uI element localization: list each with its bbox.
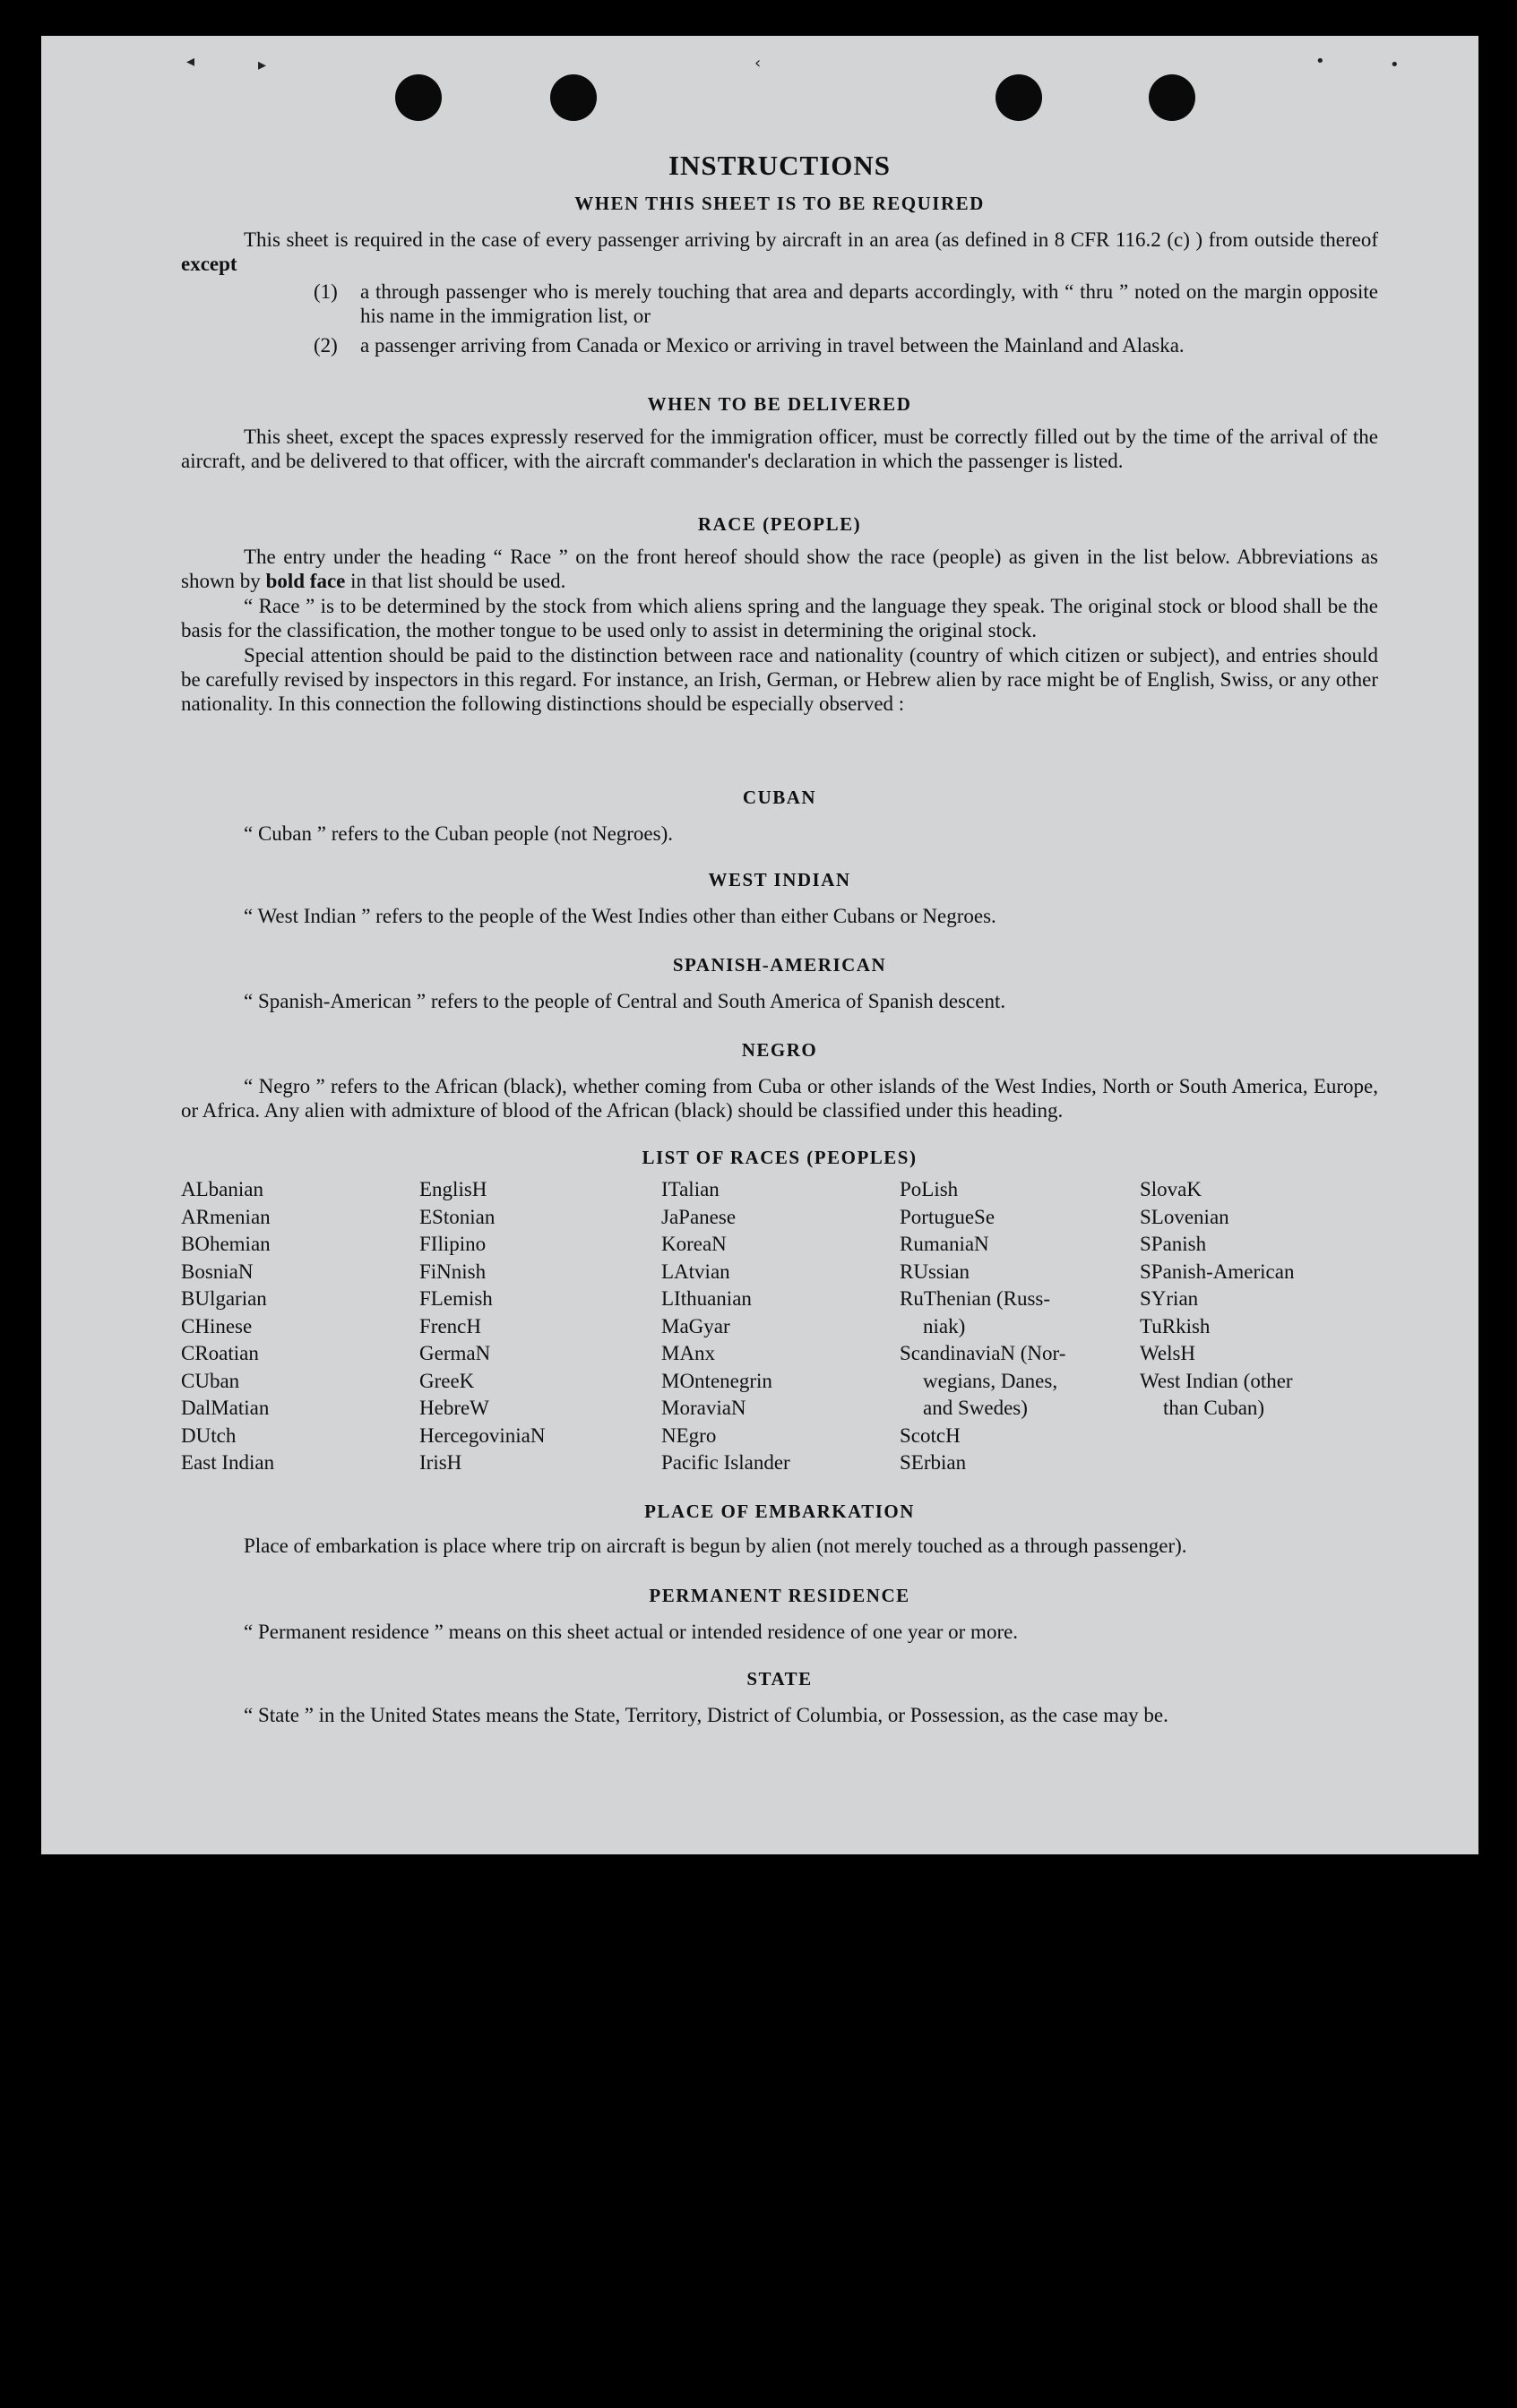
race-entry: WelsH	[1140, 1342, 1196, 1364]
section-negro	[181, 1039, 1378, 1122]
race-entry: BOhemian	[181, 1233, 271, 1255]
punch-hole	[996, 74, 1042, 121]
race-entry: West Indian (other	[1140, 1369, 1293, 1392]
race-entry: RUssian	[900, 1260, 970, 1283]
race-entry: HercegoviniaN	[419, 1423, 546, 1447]
list-item: (2) a passenger arriving from Canada or Mexico or arriving in travel between the Mainland and Alaska.	[314, 334, 1185, 357]
race-entry: GreeK	[419, 1369, 475, 1392]
race-entry: BUlgarian	[181, 1287, 267, 1310]
race-entry: than Cuban)	[1163, 1397, 1265, 1419]
race-entry: wegians, Danes,	[923, 1369, 1058, 1392]
races-column	[900, 1176, 1140, 1477]
race-entry: RuThenian (Russ-	[900, 1287, 1051, 1310]
section-heading: LIST OF RACES (PEOPLES)	[642, 1147, 918, 1168]
scan-mark: •	[1390, 56, 1400, 74]
race-entry: CUban	[181, 1369, 240, 1392]
race-entry: IrisH	[419, 1451, 462, 1474]
section-required	[181, 193, 1378, 357]
race-entry: FIlipino	[419, 1233, 487, 1255]
race-entry: FLemish	[419, 1287, 493, 1310]
punch-hole	[395, 74, 442, 121]
section-heading: PERMANENT RESIDENCE	[649, 1585, 910, 1606]
race-entry: Pacific Islander	[661, 1451, 790, 1474]
race-entry: PoLish	[900, 1178, 959, 1200]
race-entry: DalMatian	[181, 1397, 270, 1419]
section-state	[181, 1668, 1378, 1727]
section-heading: WEST INDIAN	[708, 869, 851, 890]
section-heading: SPANISH-AMERICAN	[672, 954, 887, 976]
race-entry: DUtch	[181, 1423, 237, 1447]
section-spanish-american	[181, 954, 1378, 1013]
race-entry: LIthuanian	[661, 1287, 752, 1310]
races-column	[419, 1176, 661, 1477]
section-heading: STATE	[746, 1668, 813, 1690]
race-entry: and Swedes)	[923, 1397, 1028, 1419]
race-entry: SPanish-American	[1140, 1260, 1295, 1283]
race-entry: FrencH	[419, 1314, 481, 1337]
race-entry: MoraviaN	[661, 1397, 746, 1419]
race-entry: LAtvian	[661, 1260, 730, 1283]
section-cuban	[181, 787, 1378, 846]
scan-mark: •	[1315, 52, 1325, 71]
section-races-list	[181, 1147, 1378, 1477]
race-entry: SlovaK	[1140, 1178, 1202, 1200]
section-heading: RACE (PEOPLE)	[697, 513, 862, 535]
section-text: “ Cuban ” refers to the Cuban people (not Negroes).	[244, 822, 674, 845]
race-entry: EnglisH	[419, 1178, 487, 1200]
section-text: This sheet, except the spaces expressly reserved for the immigration officer, must be correctly filled out by the time of the arrival of the aircraft, and be delivered to that officer, with the aircraft commander's declaration in which the passenger is listed.	[181, 426, 1378, 472]
race-entry: RumaniaN	[900, 1233, 989, 1255]
race-entry: ScotcH	[900, 1423, 961, 1447]
race-entry: KoreaN	[661, 1233, 727, 1255]
race-entry: HebreW	[419, 1397, 489, 1419]
race-entry: niak)	[923, 1314, 966, 1337]
document-sheet	[41, 36, 1478, 1854]
section-delivered	[181, 393, 1378, 473]
section-heading: PLACE OF EMBARKATION	[644, 1501, 915, 1522]
race-entry: MOntenegrin	[661, 1369, 772, 1392]
section-residence	[181, 1585, 1378, 1644]
section-text: “ State ” in the United States means the State, Territory, District of Columbia, or Possession, as the case may be.	[244, 1704, 1168, 1726]
section-heading: WHEN THIS SHEET IS TO BE REQUIRED	[574, 193, 985, 214]
race-entry: NEgro	[661, 1423, 717, 1447]
page-title-block	[181, 150, 1378, 182]
race-entry: TuRkish	[1140, 1314, 1211, 1337]
race-entry: BosniaN	[181, 1260, 254, 1283]
race-entry: CRoatian	[181, 1342, 259, 1364]
section-text: This sheet is required in the case of every passenger arriving by aircraft in an area (as defined in 8 CFR 116.2 (c) ) from outside thereof except	[181, 228, 1378, 275]
section-heading: NEGRO	[741, 1039, 818, 1061]
section-text: “ Race ” is to be determined by the stock from which aliens spring and the language they speak. The original stock or blood shall be the basis for the classification, the mother tongue to be used only to assist in determining the original stock.	[181, 595, 1378, 641]
list-item: (1) a through passenger who is merely touching that area and departs accordingly, with “ thru ” noted on the margin opposite his name in the immigration list, or	[314, 280, 1378, 327]
races-column	[1140, 1176, 1378, 1477]
page-title: INSTRUCTIONS	[668, 150, 891, 181]
race-entry: JaPanese	[661, 1205, 737, 1228]
section-text: “ Permanent residence ” means on this sheet actual or intended residence of one year or more.	[244, 1621, 1019, 1643]
race-entry: SYrian	[1140, 1287, 1199, 1310]
race-entry: ALbanian	[181, 1178, 263, 1200]
race-entry: SLovenian	[1140, 1205, 1229, 1228]
race-entry: ScandinaviaN (Nor-	[900, 1342, 1066, 1364]
race-entry: CHinese	[181, 1314, 253, 1337]
scan-mark: ‹	[754, 54, 762, 73]
section-heading: CUBAN	[742, 787, 817, 808]
race-entry: MaGyar	[661, 1314, 730, 1337]
race-entry: East Indian	[181, 1451, 275, 1474]
races-column	[661, 1176, 900, 1477]
section-text: The entry under the heading “ Race ” on the front hereof should show the race (people) as given in the list below. Abbreviations as shown by bold face in that list should be used.	[181, 546, 1378, 592]
section-embarkation	[181, 1501, 1378, 1558]
races-table	[181, 1176, 1378, 1477]
race-entry: ARmenian	[181, 1205, 271, 1228]
section-text: Place of embarkation is place where trip on aircraft is begun by alien (not merely touched as a through passenger).	[244, 1535, 1187, 1557]
section-text: Special attention should be paid to the distinction between race and nationality (country of which citizen or subject), and entries should be carefully revised by inspectors in this regard. For instance, an Irish, German, or Hebrew alien by race might be of English, Swiss, or any other nationality. In this connection the following distinctions should be especially observed :	[181, 644, 1378, 715]
section-race	[181, 513, 1378, 716]
races-column	[181, 1176, 419, 1477]
race-entry: GermaN	[419, 1342, 491, 1364]
section-text: “ West Indian ” refers to the people of the West Indies other than either Cubans or Negroes.	[244, 905, 996, 927]
punch-hole	[1149, 74, 1195, 121]
punch-hole	[550, 74, 597, 121]
scan-mark: ◂	[186, 52, 195, 71]
section-heading: WHEN TO BE DELIVERED	[647, 393, 912, 415]
section-text: “ Negro ” refers to the African (black), whether coming from Cuba or other islands of the West Indies, North or South America, Europe, or Africa. Any alien with admixture of blood of the African (black) should be classified under this heading.	[181, 1075, 1378, 1122]
race-entry: MAnx	[661, 1342, 716, 1364]
section-west-indian	[181, 869, 1378, 928]
race-entry: FiNnish	[419, 1260, 487, 1283]
race-entry: PortugueSe	[900, 1205, 996, 1228]
section-text: “ Spanish-American ” refers to the people of Central and South America of Spanish descent.	[244, 990, 1006, 1012]
race-entry: SPanish	[1140, 1233, 1207, 1255]
race-entry: SErbian	[900, 1451, 967, 1474]
race-entry: ITalian	[661, 1178, 720, 1200]
race-entry: EStonian	[419, 1205, 496, 1228]
scan-mark: ▸	[258, 56, 267, 74]
